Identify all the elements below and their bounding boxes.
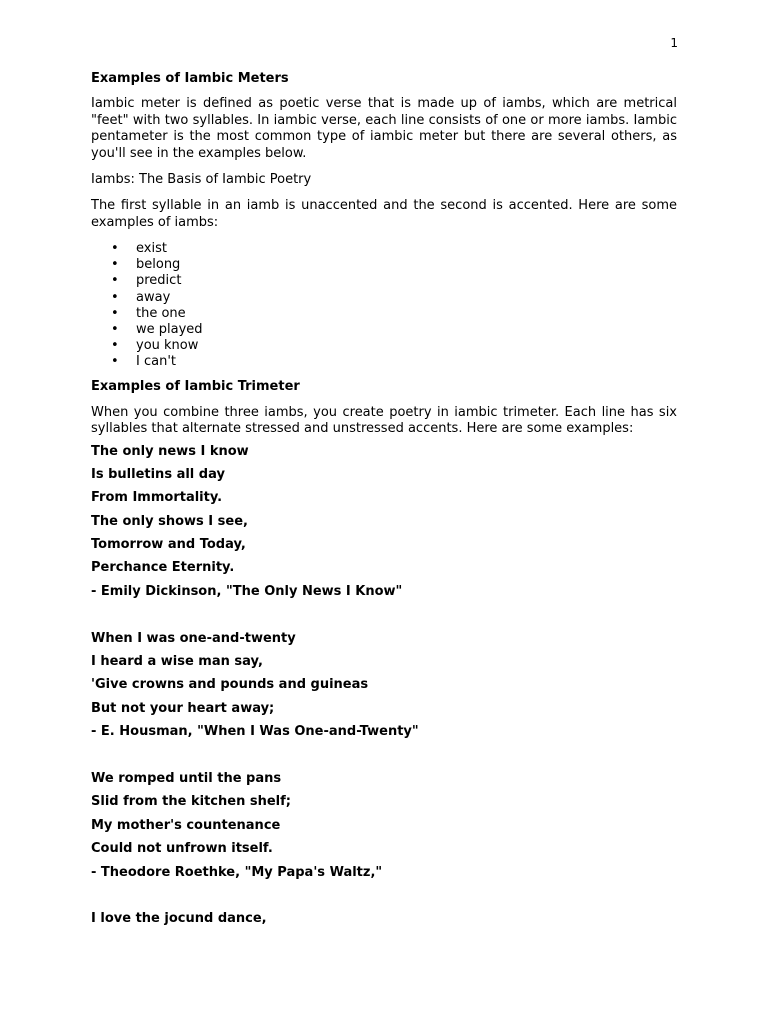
poem-spacer (91, 884, 677, 907)
page-number: 1 (670, 36, 678, 50)
poem-line: I heard a wise man say, (91, 654, 263, 670)
list-item (91, 306, 677, 322)
poem-line: But not your heart away; (91, 700, 275, 716)
poem-line: Slid from the kitchen shelf; (91, 794, 291, 810)
bullet-icon: • (111, 354, 119, 370)
poem-line: When I was one-and-twenty (91, 630, 296, 646)
poem-housman (91, 627, 677, 744)
bullet-icon: • (111, 273, 119, 289)
bullet-icon: • (111, 321, 119, 337)
list-item (91, 338, 677, 354)
poem-line: My mother's countenance (91, 817, 281, 833)
bullet-icon: • (111, 257, 119, 273)
list-item-text: we played (136, 321, 203, 337)
list-item-text: predict (136, 273, 182, 289)
poem-line: From Immortality. (91, 490, 223, 506)
poem-line: Perchance Eternity. (91, 560, 235, 576)
iamb-examples-list (91, 241, 677, 371)
bullet-icon: • (111, 289, 119, 305)
poem-attribution: - Theodore Roethke, "My Papa's Waltz," (91, 864, 383, 880)
list-item-text: exist (136, 241, 167, 256)
poem-line: Could not unfrown itself. (91, 841, 273, 857)
poem-spacer (91, 744, 677, 767)
list-item (91, 273, 677, 289)
poem-line: 'Give crowns and pounds and guineas (91, 677, 369, 693)
poem-line: We romped until the pans (91, 770, 282, 786)
list-item (91, 257, 677, 273)
poem-line: I love the jocund dance, (91, 911, 267, 927)
poem-line: Is bulletins all day (91, 466, 225, 482)
iamb-description: The first syllable in an iamb is unaccented and the second is accented. Here are some examples of iambs: (91, 198, 677, 230)
poem-line: The only shows I see, (91, 513, 248, 529)
list-item (91, 290, 677, 306)
poem-attribution: - Emily Dickinson, "The Only News I Know" (91, 583, 403, 599)
list-item (91, 241, 677, 257)
poem-line: The only news I know (91, 443, 249, 459)
list-item (91, 354, 677, 370)
list-item (91, 322, 677, 338)
poem-blake (91, 907, 677, 930)
bullet-icon: • (111, 305, 119, 321)
list-item-text: you know (136, 338, 199, 354)
bullet-icon: • (111, 338, 119, 354)
list-item-text: the one (136, 305, 186, 321)
iambs-subtitle: Iambs: The Basis of Iambic Poetry (91, 172, 312, 187)
bullet-icon: • (111, 241, 119, 256)
poem-line: Tomorrow and Today, (91, 537, 246, 553)
document-title: Examples of Iambic Meters (91, 71, 289, 86)
poem-attribution: - E. Housman, "When I Was One-and-Twenty" (91, 724, 419, 740)
poem-roethke (91, 767, 677, 884)
list-item-text: away (136, 289, 171, 305)
trimeter-description: When you combine three iambs, you create poetry in iambic trimeter. Each line has six syllables that alternate stressed and unstressed accents. Here are some examples: (91, 404, 677, 436)
list-item-text: I can't (136, 354, 176, 370)
document-body (91, 70, 677, 931)
poem-excerpts (91, 440, 677, 931)
list-item-text: belong (136, 257, 181, 273)
trimeter-heading: Examples of Iambic Trimeter (91, 378, 300, 394)
poem-spacer (91, 603, 677, 626)
intro-paragraph: Iambic meter is defined as poetic verse that is made up of iambs, which are metrical "feet" with two syllables. In iambic verse, each line consists of one or more iambs. Iambic pentameter is the most common type of iambic meter but there are several others, as you'll see in the examples below. (91, 96, 677, 161)
poem-dickinson (91, 440, 677, 604)
